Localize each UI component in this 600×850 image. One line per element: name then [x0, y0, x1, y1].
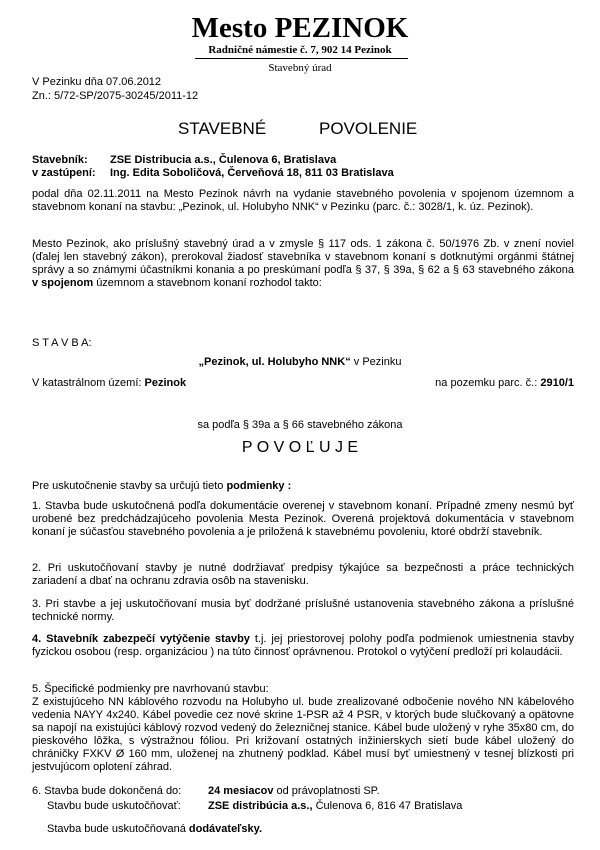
date-line: V Pezinku dňa 07.06.2012: [32, 76, 162, 88]
stavba-name: „Pezinok, ul. Holubyho NNK“ v Pezinku: [198, 356, 402, 368]
condition-2: 2. Pri uskutočňovaní stavby je nutné dodržiavať predpisy týkajúce sa bezpečnosti a práce technických zariadení a dbať na ochranu zdravia osôb na stavenisku.: [32, 562, 574, 587]
builder-value: ZSE Distribucia a.s., Čulenova 6, Bratislava: [110, 154, 337, 166]
condition-6-mode: Stavba bude uskutočňovaná dodávateľsky.: [47, 823, 263, 835]
title-word-2: POVOLENIE: [319, 119, 418, 138]
stavba-heading: S T A V B A:: [32, 337, 92, 349]
legal-basis: sa podľa § 39a a § 66 stavebného zákona: [197, 419, 403, 431]
condition-4: 4. Stavebník zabezpečí vytýčenie stavby t.j. jej priestorovej polohy podľa podmienok umiestnenia stavby fyzickou osobou (resp. organizáciou ) na túto činnosť oprávnenou. Protokol o vytýčení predloží pri kolaudácii.: [32, 633, 574, 658]
cadastral-area: V katastrálnom území: Pezinok: [32, 377, 187, 389]
city-title: Mesto PEZINOK: [191, 12, 409, 44]
condition-6-contractor: ZSE distribúcia a.s., Čulenova 6, 816 47 Bratislava: [208, 800, 463, 812]
representative-label: v zastúpení:: [32, 167, 96, 179]
parcel-number: na pozemku parc. č.: 2910/1: [435, 377, 574, 389]
condition-5-heading: 5. Špecifické podmienky pre navrhovanú stavbu:: [32, 683, 269, 695]
header-divider: [195, 58, 408, 59]
intro-paragraph-1: podal dňa 02.11.2011 na Mesto Pezinok návrh na vydanie stavebného povolenia v spojenom územnom a stavebnom konaní na stavbu: „Pezinok, ul. Holubyho NNK“ v Pezinku (parc. č.: 3028/1, k. úz. Pezinok).: [32, 188, 574, 213]
builder-label: Stavebník:: [32, 154, 88, 166]
decision-heading: P O V O Ľ U J E: [241, 439, 359, 456]
condition-6-deadline-value: 24 mesiacov od právoplatnosti SP.: [208, 785, 380, 797]
file-number: Zn.: 5/72-SP/2075-30245/2011-12: [32, 90, 199, 102]
office-address: Radničné námestie č. 7, 902 14 Pezinok: [208, 44, 392, 56]
title-word-1: STAVEBNÉ: [178, 119, 267, 138]
office-name: Stavebný úrad: [268, 62, 332, 74]
condition-6-contractor-label: Stavbu bude uskutočňovať:: [47, 800, 181, 812]
condition-5-body: Z existujúceho NN káblového rozvodu na Holubyho ul. bude zrealizované odbočenie nového NN kábelového vedenia NAYY 4x240. Kábel povedie cez nové skrine 1-PSR až 4 PSR, v ktorých bude slučkovaný a opätovne sa napojí na existujúci káblový rozvod vedený do železničnej stanice. Kábel bude uložený v ryhe 35x80 cm, do pieskového lôžka, s výstražnou fóliou. Pri križovaní ostatných inžinierskych sietí bude kábel uložený do chráničky FXKV Ø 160 mm, uloženej na zhutnený podklad. Kábel musí byť umiestnený v tesnej blízkosti pri jestvujúcom oplotení záhrad.: [32, 696, 574, 773]
conditions-intro: Pre uskutočnenie stavby sa určujú tieto podmienky :: [32, 480, 292, 492]
representative-value: Ing. Edita Soboličová, Červeňová 18, 811 03 Bratislava: [110, 167, 394, 179]
condition-3: 3. Pri stavbe a jej uskutočňovaní musia byť dodržané príslušné ustanovenia stavebného zákona a príslušné technické normy.: [32, 598, 574, 623]
condition-1: 1. Stavba bude uskutočnená podľa dokumentácie overenej v stavebnom konaní. Prípadné zmeny nesmú byť urobené bez predchádzajúceho povolenia Mesta Pezinok. Overená projektová dokumentácia v stavebnom konaní je súčasťou stavebného povolenia a je priložená k stavebnému povoleniu, ktoré obdrží stavebník.: [32, 500, 574, 538]
condition-6-deadline: 6. Stavba bude dokončená do:: [32, 785, 182, 797]
intro-paragraph-2: Mesto Pezinok, ako príslušný stavebný úrad a v zmysle § 117 ods. 1 zákona č. 50/1976 Zb. v znení noviel (ďalej len stavebný zákon), prerokoval žiadosť stavebníka v stavebnom konaní s dotknutými orgánmi štátnej správy a so známymi účastníkmi konania a po preskúmaní podľa § 37, § 39a, § 62 a § 63 stavebného zákona v spojenom územnom a stavebnom konaní rozhodol takto:: [32, 238, 574, 289]
